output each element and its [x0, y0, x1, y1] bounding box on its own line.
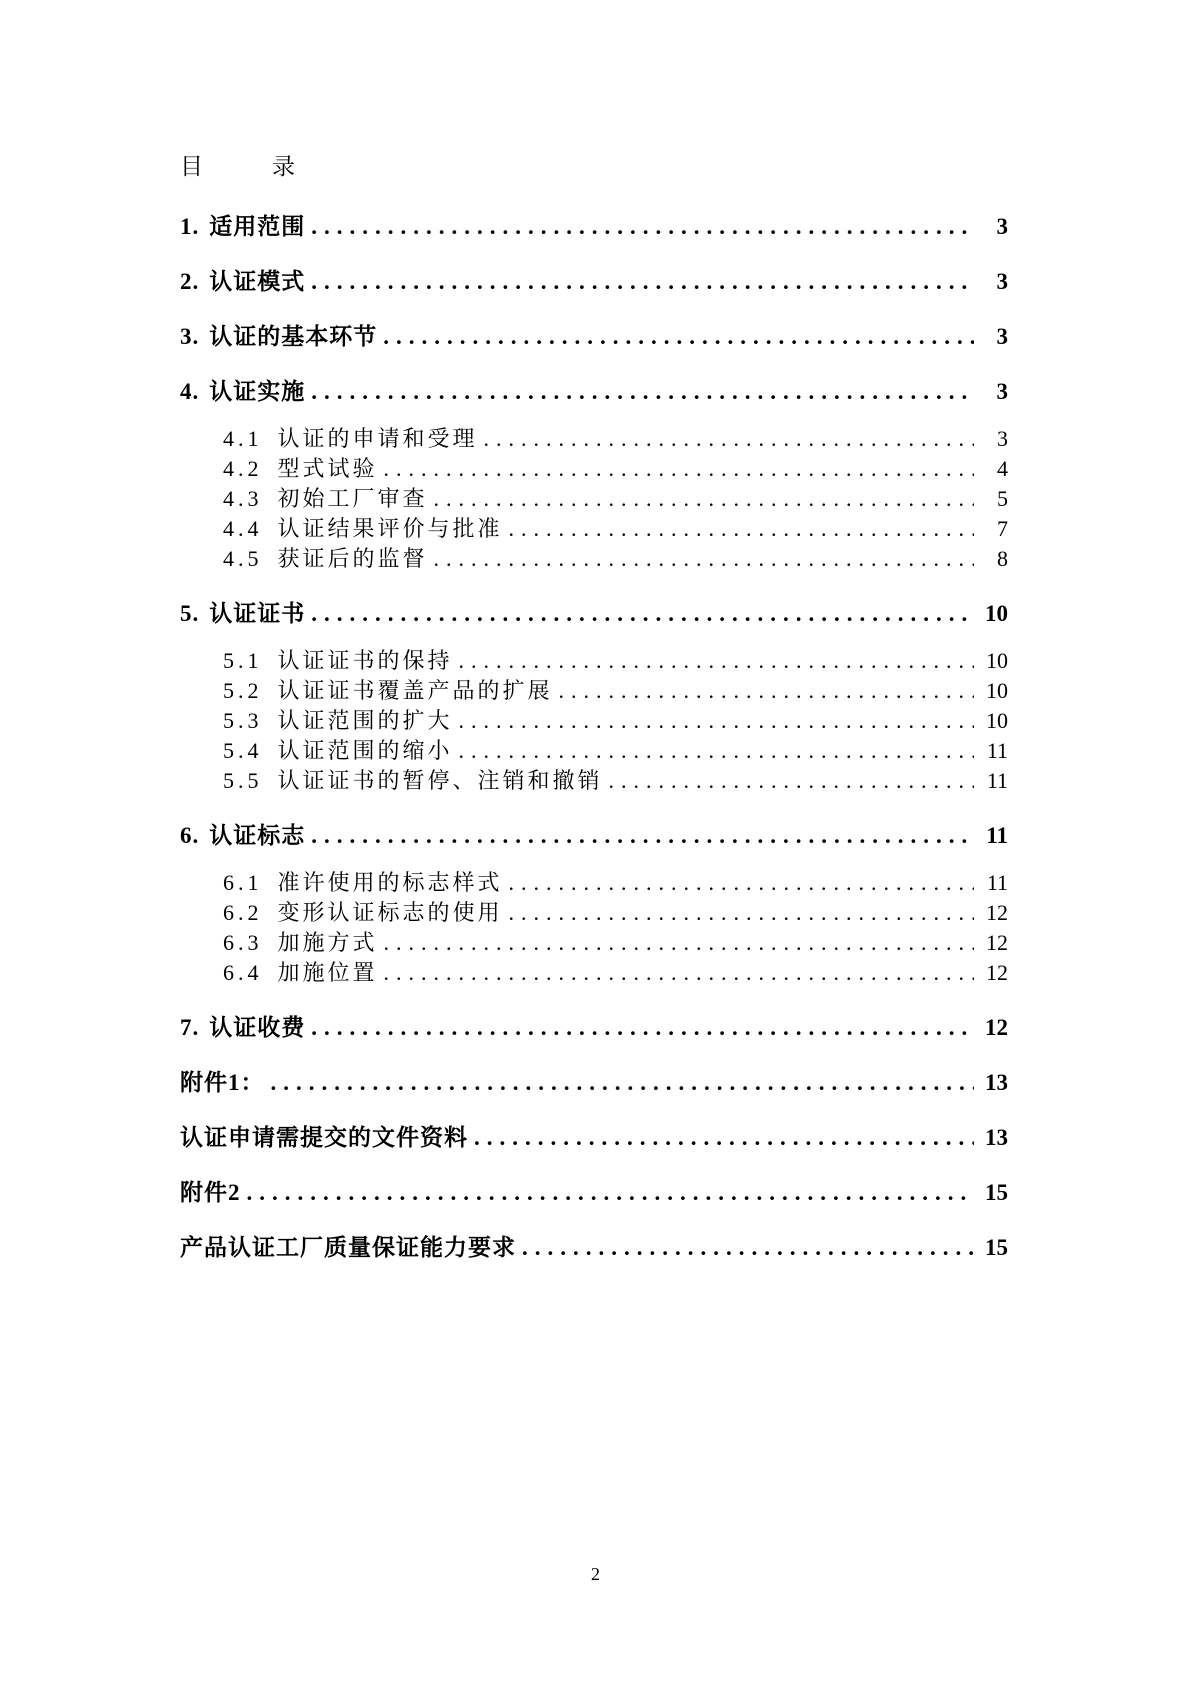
toc-entry — [180, 1071, 1008, 1095]
toc-list — [180, 215, 1008, 1260]
dot-leader — [609, 769, 974, 793]
toc-entry-number: 7. — [180, 1015, 200, 1040]
toc-entry-number: 5. — [180, 601, 200, 626]
toc-entry-number: 3. — [180, 324, 200, 349]
toc-entry — [180, 602, 1008, 626]
toc-entry — [180, 215, 1008, 239]
dot-leader — [484, 427, 974, 451]
toc-entry-title: 认证证书的暂停、注销和撤销 — [277, 768, 603, 793]
toc-entry-title: 认证证书 — [209, 601, 306, 626]
toc-entry-title: 认证结果评价与批准 — [277, 516, 503, 541]
dot-leader — [311, 602, 974, 626]
toc-entry-number: 6. — [180, 823, 200, 848]
toc-entry-page: 12 — [985, 1015, 1008, 1040]
dot-leader — [311, 380, 974, 404]
toc-entry-title: 获证后的监督 — [277, 546, 428, 571]
toc-entry-number: 4.1 — [223, 426, 263, 451]
toc-entry — [180, 871, 1008, 895]
toc-entry-page: 3 — [997, 426, 1008, 451]
toc-entry-number: 4. — [180, 379, 200, 404]
dot-leader — [384, 931, 974, 955]
toc-entry-number: 6.4 — [223, 960, 263, 985]
toc-entry-page: 12 — [986, 960, 1008, 985]
toc-entry-page: 5 — [997, 486, 1008, 511]
toc-entry-title: 认证申请需提交的文件资料 — [180, 1125, 468, 1150]
toc-entry-page: 10 — [986, 648, 1008, 673]
toc-entry — [180, 547, 1008, 571]
toc-entry — [180, 427, 1008, 451]
toc-entry — [180, 380, 1008, 404]
toc-entry-title: 认证实施 — [209, 379, 306, 404]
toc-entry-page: 11 — [986, 870, 1008, 895]
toc-entry — [180, 901, 1008, 925]
toc-entry — [180, 679, 1008, 703]
toc-entry — [180, 961, 1008, 985]
toc-entry — [180, 1236, 1008, 1260]
toc-entry-title: 认证模式 — [209, 269, 306, 294]
toc-entry — [180, 1181, 1008, 1205]
toc-entry — [180, 487, 1008, 511]
toc-entry-page: 12 — [986, 930, 1008, 955]
toc-entry-page: 3 — [996, 269, 1008, 294]
dot-leader — [271, 1071, 975, 1095]
toc-entry-page: 11 — [986, 768, 1008, 793]
dot-leader — [509, 901, 974, 925]
toc-entry-title: 型式试验 — [277, 456, 378, 481]
dot-leader — [311, 270, 974, 294]
toc-entry-title: 准许使用的标志样式 — [277, 870, 503, 895]
toc-entry-title: 认证证书覆盖产品的扩展 — [277, 678, 553, 703]
toc-entry-page: 4 — [997, 456, 1008, 481]
toc-entry-title: 适用范围 — [209, 214, 306, 239]
dot-leader — [459, 709, 974, 733]
toc-entry-number: 5.1 — [223, 648, 263, 673]
toc-entry-page: 3 — [996, 324, 1008, 349]
toc-entry — [180, 649, 1008, 673]
toc-entry-title: 产品认证工厂质量保证能力要求 — [180, 1235, 516, 1260]
dot-leader — [509, 871, 974, 895]
dot-leader — [311, 1016, 974, 1040]
toc-entry-number: 4.3 — [223, 486, 263, 511]
toc-entry-page: 3 — [996, 379, 1008, 404]
toc-entry-page: 7 — [997, 516, 1008, 541]
toc-entry-page: 13 — [985, 1070, 1008, 1095]
toc-entry-page: 15 — [985, 1235, 1008, 1260]
toc-entry-page: 8 — [997, 546, 1008, 571]
toc-entry-title: 认证的申请和受理 — [277, 426, 478, 451]
toc-entry-page: 10 — [985, 601, 1008, 626]
toc-entry-page: 10 — [986, 708, 1008, 733]
toc-entry-number: 4.4 — [223, 516, 263, 541]
toc-entry-page: 15 — [985, 1180, 1008, 1205]
toc-entry-title: 认证证书的保持 — [277, 648, 453, 673]
dot-leader — [522, 1236, 974, 1260]
toc-entry-page: 3 — [996, 214, 1008, 239]
dot-leader — [459, 649, 974, 673]
toc-entry — [180, 270, 1008, 294]
dot-leader — [459, 739, 974, 763]
dot-leader — [559, 679, 974, 703]
toc-entry-number: 5.2 — [223, 678, 263, 703]
toc-entry-page: 11 — [986, 738, 1008, 763]
toc-entry — [180, 1126, 1008, 1150]
toc-entry — [180, 931, 1008, 955]
dot-leader — [434, 547, 974, 571]
toc-entry-page: 12 — [986, 900, 1008, 925]
toc-entry-number: 5.3 — [223, 708, 263, 733]
toc-entry-page: 11 — [986, 823, 1008, 848]
dot-leader — [384, 457, 974, 481]
toc-heading: 目 录 — [180, 154, 295, 179]
toc-entry-title: 加施位置 — [277, 960, 378, 985]
toc-entry-number: 4.5 — [223, 546, 263, 571]
toc-entry — [180, 769, 1008, 793]
toc-entry — [180, 325, 1008, 349]
toc-entry-number: 4.2 — [223, 456, 263, 481]
toc-entry — [180, 739, 1008, 763]
toc-entry-page: 10 — [986, 678, 1008, 703]
toc-entry-number: 5.5 — [223, 768, 263, 793]
toc-entry-title: 初始工厂审查 — [277, 486, 428, 511]
toc-entry-number: 1. — [180, 214, 200, 239]
toc-entry-title: 认证收费 — [209, 1015, 306, 1040]
toc-entry-title: 认证范围的缩小 — [277, 738, 453, 763]
dot-leader — [474, 1126, 974, 1150]
toc-entry — [180, 1016, 1008, 1040]
toc-entry — [180, 517, 1008, 541]
toc-entry-title: 加施方式 — [277, 930, 378, 955]
dot-leader — [509, 517, 974, 541]
toc-entry — [180, 457, 1008, 481]
toc-entry — [180, 709, 1008, 733]
toc-entry-number: 6.3 — [223, 930, 263, 955]
toc-entry-number: 6.2 — [223, 900, 263, 925]
dot-leader — [311, 824, 974, 848]
dot-leader — [434, 487, 974, 511]
toc-entry-title: 附件2 — [180, 1180, 241, 1205]
toc-entry-title: 认证标志 — [209, 823, 306, 848]
dot-leader — [383, 325, 974, 349]
toc-entry-number: 2. — [180, 269, 200, 294]
toc-entry-page: 13 — [985, 1125, 1008, 1150]
page-number-footer: 2 — [591, 1564, 600, 1584]
toc-entry-number: 6.1 — [223, 870, 263, 895]
toc-content — [180, 155, 1008, 1260]
toc-entry-title: 认证的基本环节 — [209, 324, 378, 349]
toc-entry — [180, 824, 1008, 848]
dot-leader — [247, 1181, 975, 1205]
dot-leader — [384, 961, 974, 985]
toc-entry-title: 附件1： — [180, 1070, 265, 1095]
toc-entry-title: 变形认证标志的使用 — [277, 900, 503, 925]
dot-leader — [311, 215, 974, 239]
toc-entry-number: 5.4 — [223, 738, 263, 763]
toc-entry-title: 认证范围的扩大 — [277, 708, 453, 733]
